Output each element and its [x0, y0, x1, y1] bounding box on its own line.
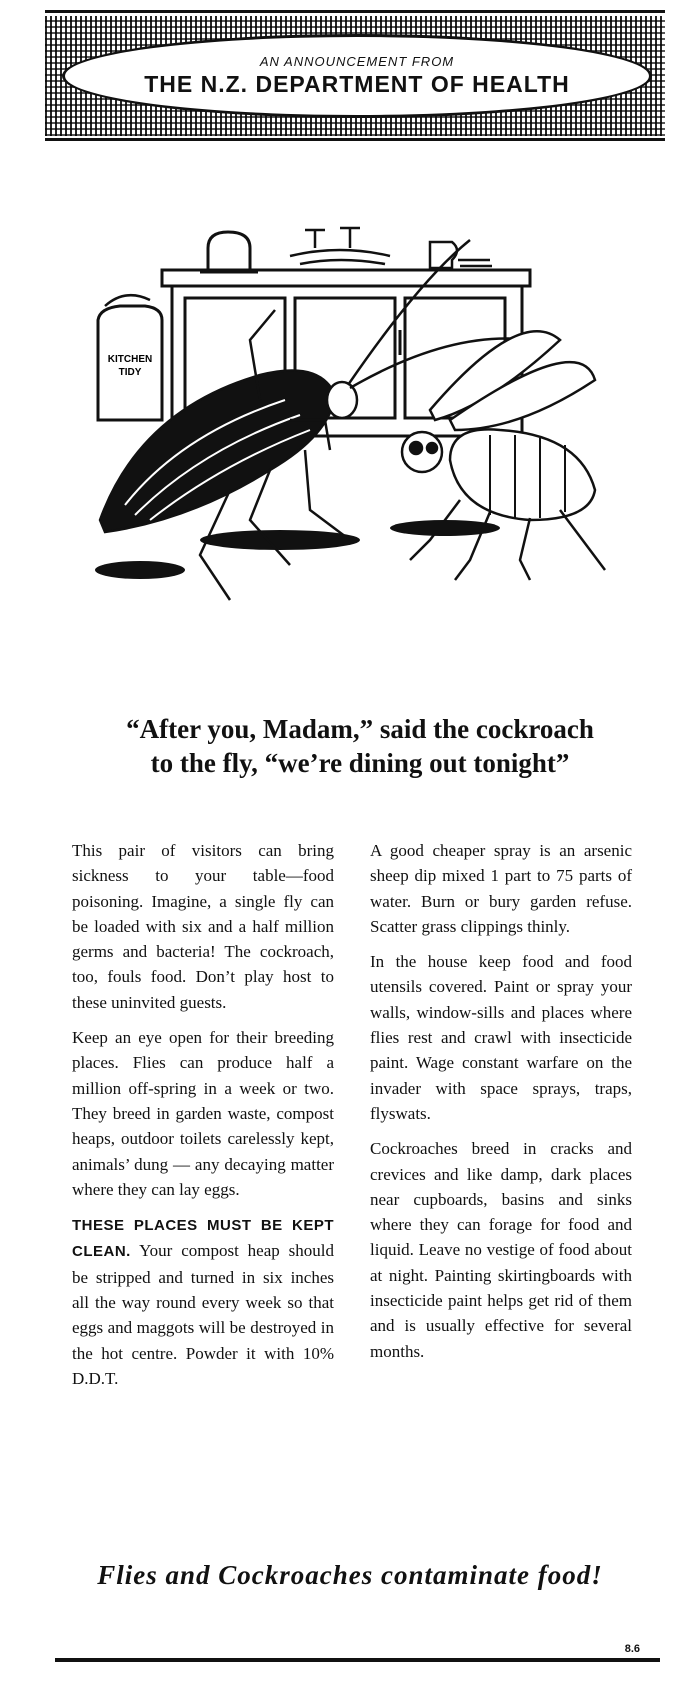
slogan: Flies and Cockroaches contaminate food!: [97, 1560, 603, 1590]
body-paragraph: Keep an eye open for their breeding places. Flies can produce half a million off-spring in a week or two. They breed in garden waste, compost heaps, outdoor toilets carelessly kept, animals’ dung — any decaying matter where they can lay eggs.: [72, 1028, 334, 1199]
headline-line-1: “After you, Madam,” said the cockroach: [126, 714, 594, 744]
body-paragraph-text: Your compost heap should be stripped and turned in six inches all the way round every week so that eggs and maggots will be destroyed in the hot centre. Powder it with 10% D.D.T.: [72, 1241, 334, 1388]
header-rule-top: [45, 10, 665, 13]
headline: [60, 712, 660, 780]
body-column-right: [370, 838, 632, 1374]
sink-taps: [290, 228, 390, 264]
headline-line-2: to the fly, “we’re dining out tonight”: [150, 748, 570, 778]
body-paragraph: A good cheaper spray is an arsenic sheep dip mixed 1 part to 75 parts of water. Burn or bury garden refuse. Scatter grass clippings thinly.: [370, 841, 632, 936]
body-paragraph: [72, 1212, 334, 1391]
body-column-left: [72, 838, 334, 1401]
kitchen-tidy-bin: [98, 295, 162, 420]
header-oval: [62, 34, 652, 118]
kitchen-tidy-label-2: TIDY: [118, 367, 142, 378]
bread-loaf: [200, 232, 258, 272]
body-paragraph: In the house keep food and food utensils covered. Paint or spray your walls, window-sills and places where flies rest and crawl with insecticide paint. Wage constant warfare on the invader with space sprays, traps, flyswats.: [370, 952, 632, 1123]
jug-and-plates: [430, 242, 492, 268]
section-heading: THESE PLACES MUST BE KEPT CLEAN.: [72, 1217, 334, 1261]
header-rule-bottom: [45, 138, 665, 141]
body-paragraph: Cockroaches breed in cracks and crevices and like damp, dark places near cupboards, basins and sinks where they can forage for food and liquid. Leave no vestige of food about at night. Painting skirtingboards with insecticide paint helps get rid of them and is usually effective for several months.: [370, 1139, 632, 1361]
body-paragraph: This pair of visitors can bring sickness to your table—food poisoning. Imagine, a single fly can be loaded with six and a half million germs and bacteria! The cockroach, too, fouls food. Don’t play host to these uninvited guests.: [72, 841, 334, 1012]
kitchen-tidy-label-1: KITCHEN: [107, 354, 153, 365]
header-title: THE N.Z. DEPARTMENT OF HEALTH: [144, 71, 570, 97]
header-kicker: AN ANNOUNCEMENT FROM: [259, 54, 455, 69]
cockroach-and-fly-illustration: [50, 220, 650, 660]
footer-code: 8.6: [624, 1643, 640, 1655]
footer-rule: [55, 1658, 660, 1662]
